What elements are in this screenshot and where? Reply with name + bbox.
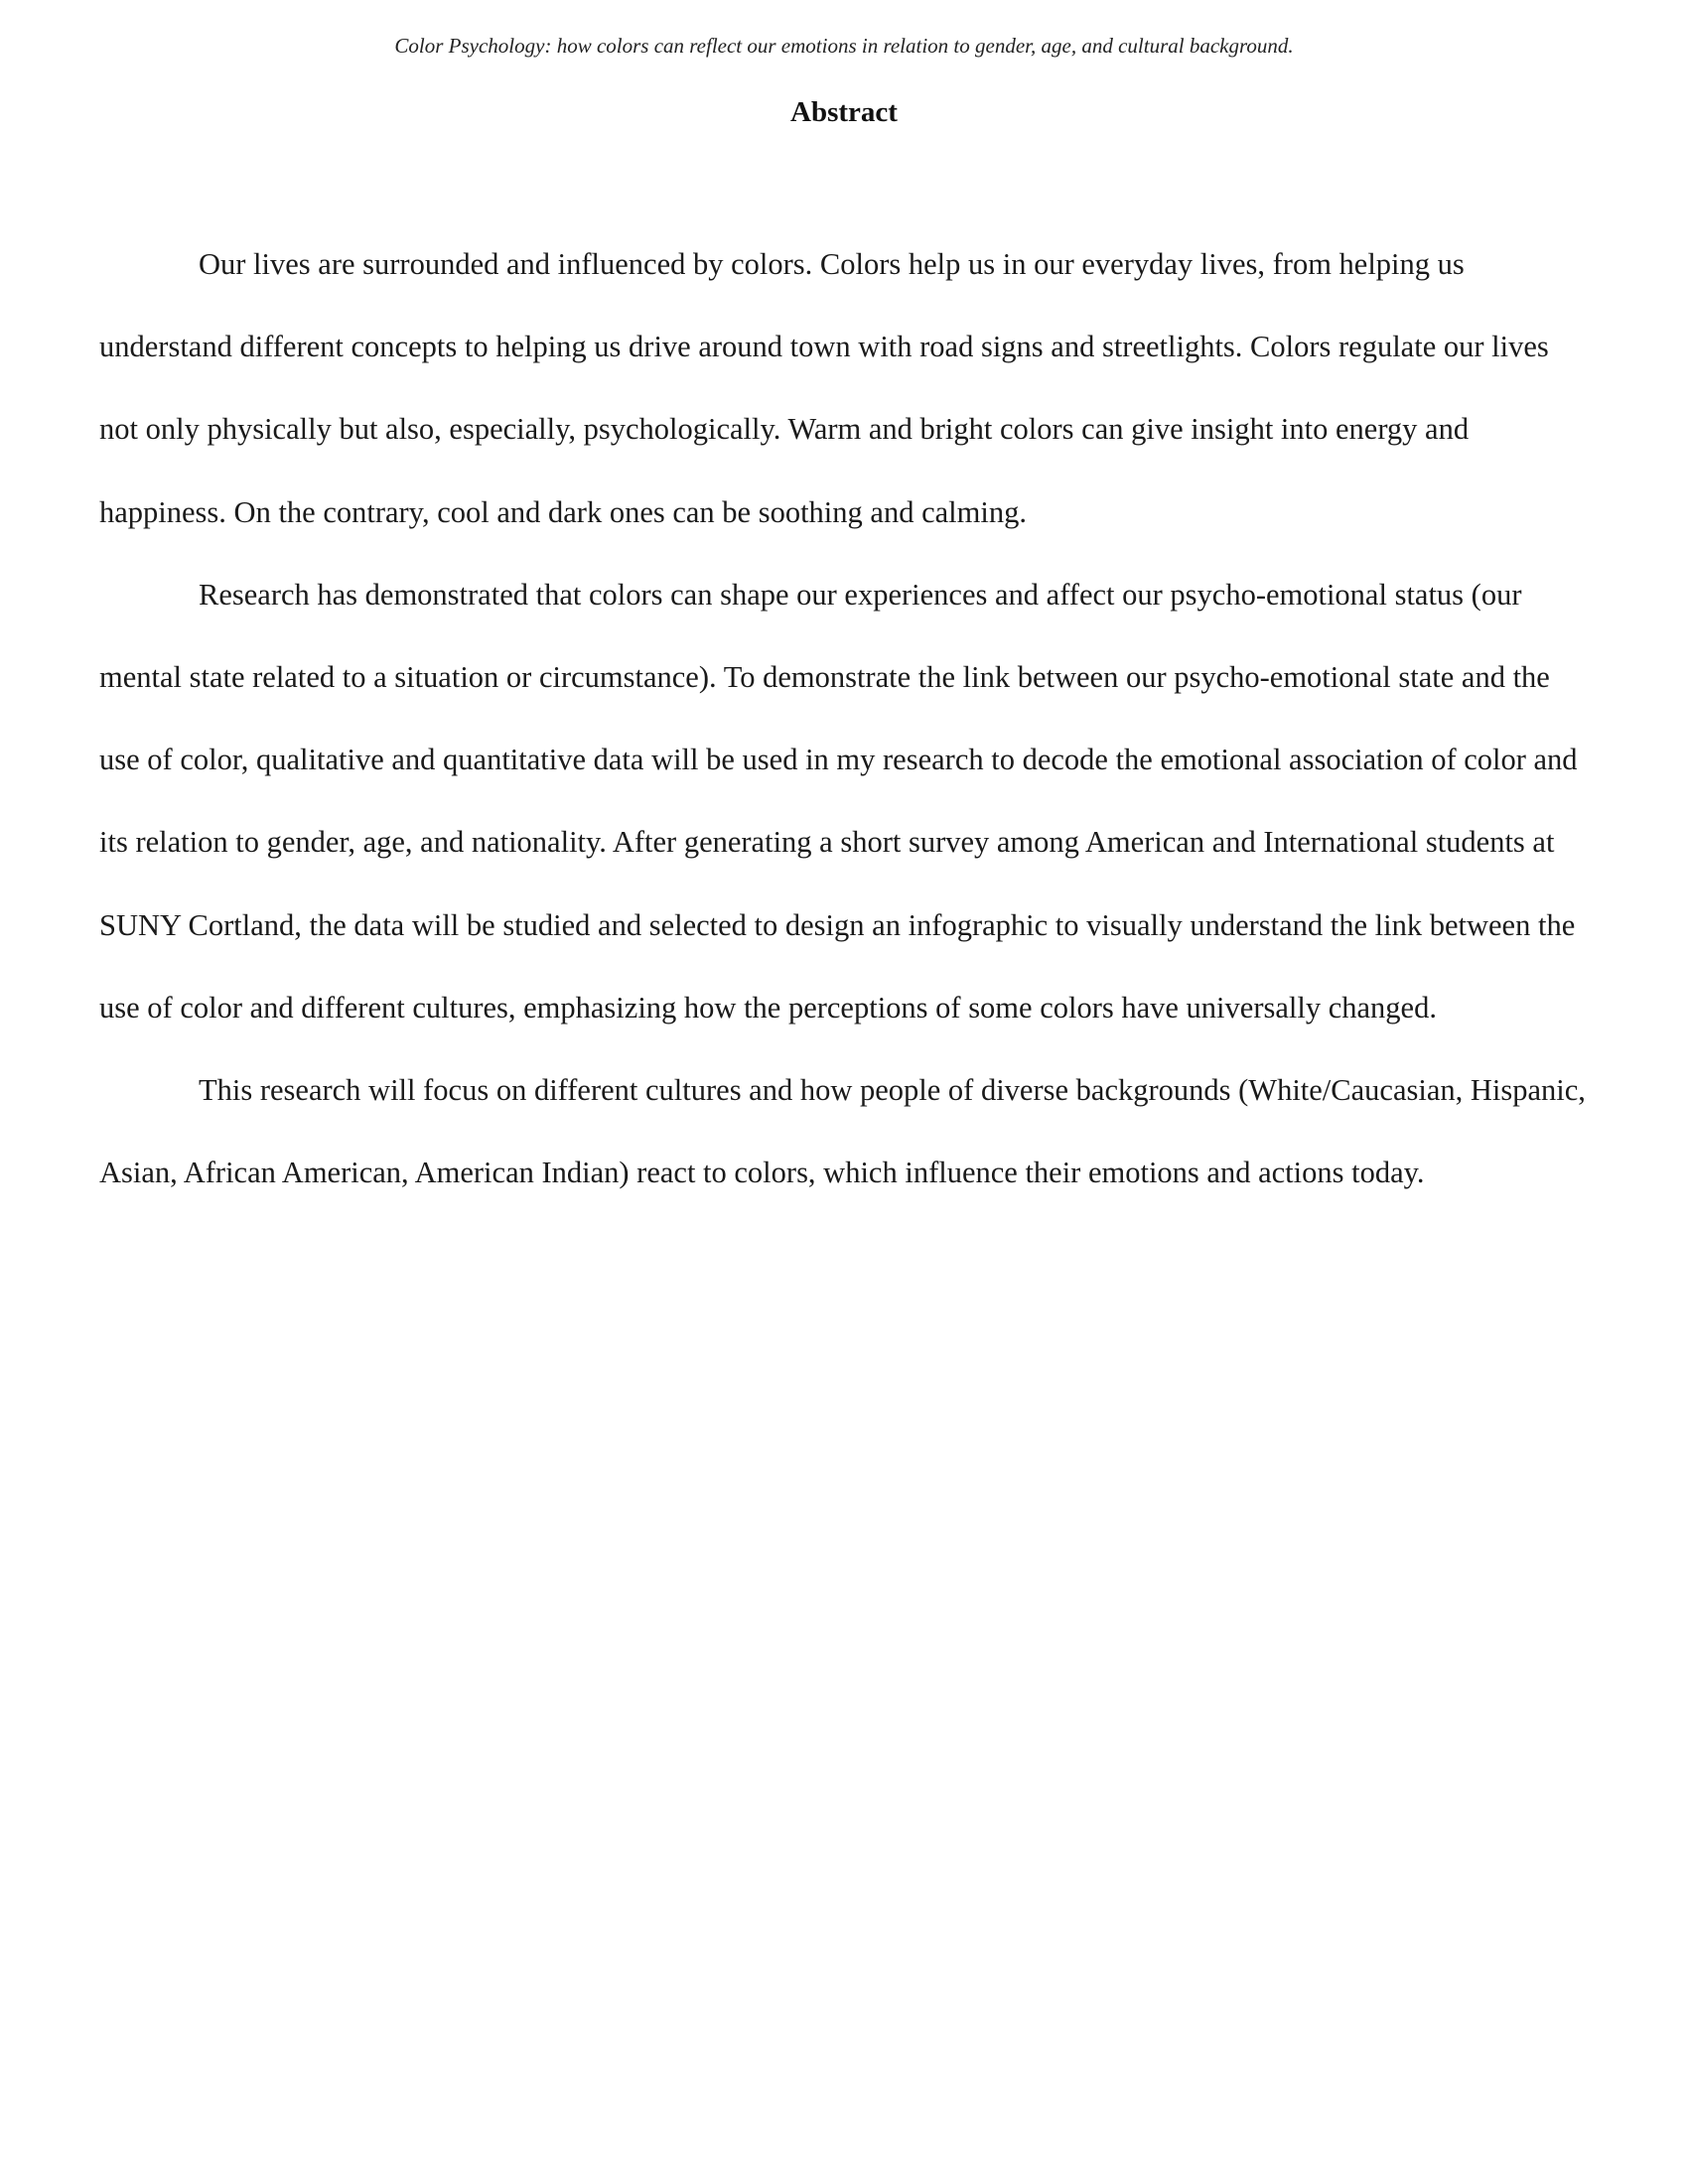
abstract-body bbox=[99, 223, 1589, 1214]
abstract-heading: Abstract bbox=[790, 96, 898, 128]
running-header: Color Psychology: how colors can reflect our emotions in relation to gender, age, and cultural background. bbox=[394, 34, 1294, 58]
abstract-paragraph-2: Research has demonstrated that colors can shape our experiences and affect our psycho-emotional status (our mental state related to a situation or circumstance). To demonstrate the link between our psycho-emotional state and the use of color, qualitative and quantitative data will be used in my research to decode the emotional association of color and its relation to gender, age, and nationality. After generating a short survey among American and International students at SUNY Cortland, the data will be studied and selected to design an infographic to visually understand the link between the use of color and different cultures, emphasizing how the perceptions of some colors have universally changed. bbox=[99, 577, 1578, 1024]
abstract-paragraph-1: Our lives are surrounded and influenced by colors. Colors help us in our everyday lives, from helping us understand different concepts to helping us drive around town with road signs and streetlights. Colors regulate our lives not only physically but also, especially, psychologically. Warm and bright colors can give insight into energy and happiness. On the contrary, cool and dark ones can be soothing and calming. bbox=[99, 247, 1549, 529]
abstract-paragraph-3: This research will focus on different cultures and how people of diverse backgrounds (White/Caucasian, Hispanic, Asian, African American, American Indian) react to colors, which influence their emotions and actions today. bbox=[99, 1073, 1586, 1190]
